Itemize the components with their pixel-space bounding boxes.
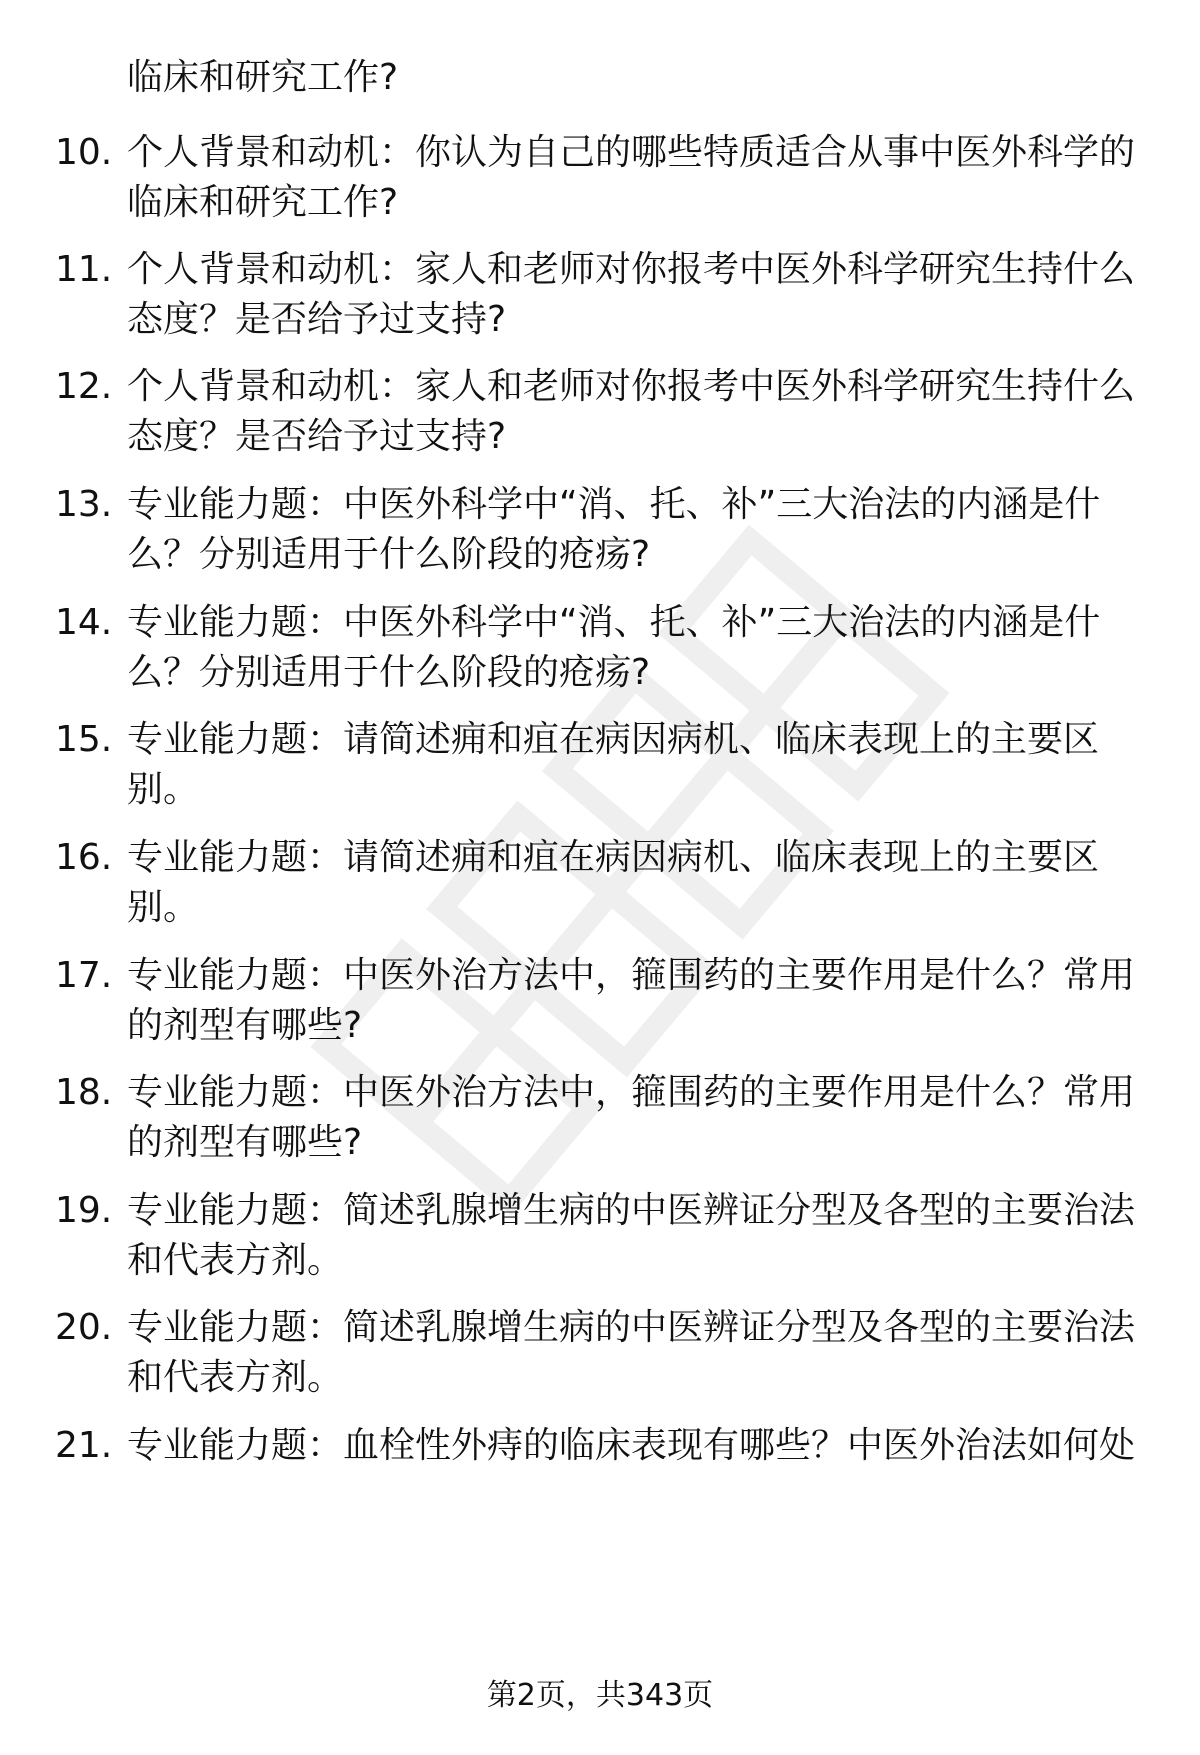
- item-number: 17.: [55, 955, 113, 996]
- text-line: 个人背景和动机：你认为自己的哪些特质适合从事中医外科学的: [127, 132, 1136, 173]
- text-line: 态度？是否给予过支持?: [127, 299, 507, 340]
- text-line: 别。: [127, 887, 200, 928]
- text-line: 专业能力题：血栓性外痔的临床表现有哪些？中医外治法如何处: [127, 1425, 1136, 1466]
- text-line: 专业能力题：中医外治方法中，箍围药的主要作用是什么？常用: [127, 955, 1136, 996]
- text-line: 专业能力题：请简述痈和疽在病因病机、临床表现上的主要区: [127, 719, 1100, 760]
- text-line: 专业能力题：请简述痈和疽在病因病机、临床表现上的主要区: [127, 837, 1100, 878]
- text-line: 的剂型有哪些?: [127, 1005, 363, 1046]
- text-line: 的剂型有哪些?: [127, 1122, 363, 1163]
- item-number: 21.: [55, 1425, 113, 1466]
- item-number: 13.: [55, 484, 113, 525]
- item-number: 20.: [55, 1307, 113, 1348]
- text-line: 专业能力题：中医外科学中“消、托、补”三大治法的内涵是什: [127, 602, 1101, 643]
- text-line: 个人背景和动机：家人和老师对你报考中医外科学研究生持什么: [127, 366, 1136, 407]
- item-number: 11.: [55, 249, 113, 290]
- text-line: 专业能力题：中医外科学中“消、托、补”三大治法的内涵是什: [127, 484, 1101, 525]
- text-line: 临床和研究工作?: [127, 57, 399, 98]
- text-line: 么？分别适用于什么阶段的疮疡?: [127, 652, 651, 693]
- text-line: 么？分别适用于什么阶段的疮疡?: [127, 534, 651, 575]
- text-line: 专业能力题：中医外治方法中，箍围药的主要作用是什么？常用: [127, 1072, 1136, 1113]
- text-line: 和代表方剂。: [127, 1240, 344, 1281]
- item-number: 10.: [55, 132, 113, 173]
- item-number: 12.: [55, 366, 113, 407]
- item-number: 16.: [55, 837, 113, 878]
- item-number: 15.: [55, 719, 113, 760]
- text-line: 个人背景和动机：家人和老师对你报考中医外科学研究生持什么: [127, 249, 1136, 290]
- text-line: 临床和研究工作?: [127, 182, 399, 223]
- item-number: 14.: [55, 602, 113, 643]
- item-number: 18.: [55, 1072, 113, 1113]
- text-line: 别。: [127, 769, 200, 810]
- text-line: 专业能力题：简述乳腺增生病的中医辨证分型及各型的主要治法: [127, 1307, 1136, 1348]
- text-line: 和代表方剂。: [127, 1357, 344, 1398]
- text-line: 专业能力题：简述乳腺增生病的中医辨证分型及各型的主要治法: [127, 1190, 1136, 1231]
- item-number: 19.: [55, 1190, 113, 1231]
- page-footer: 第2页，共343页: [486, 1678, 714, 1713]
- text-line: 态度？是否给予过支持?: [127, 416, 507, 457]
